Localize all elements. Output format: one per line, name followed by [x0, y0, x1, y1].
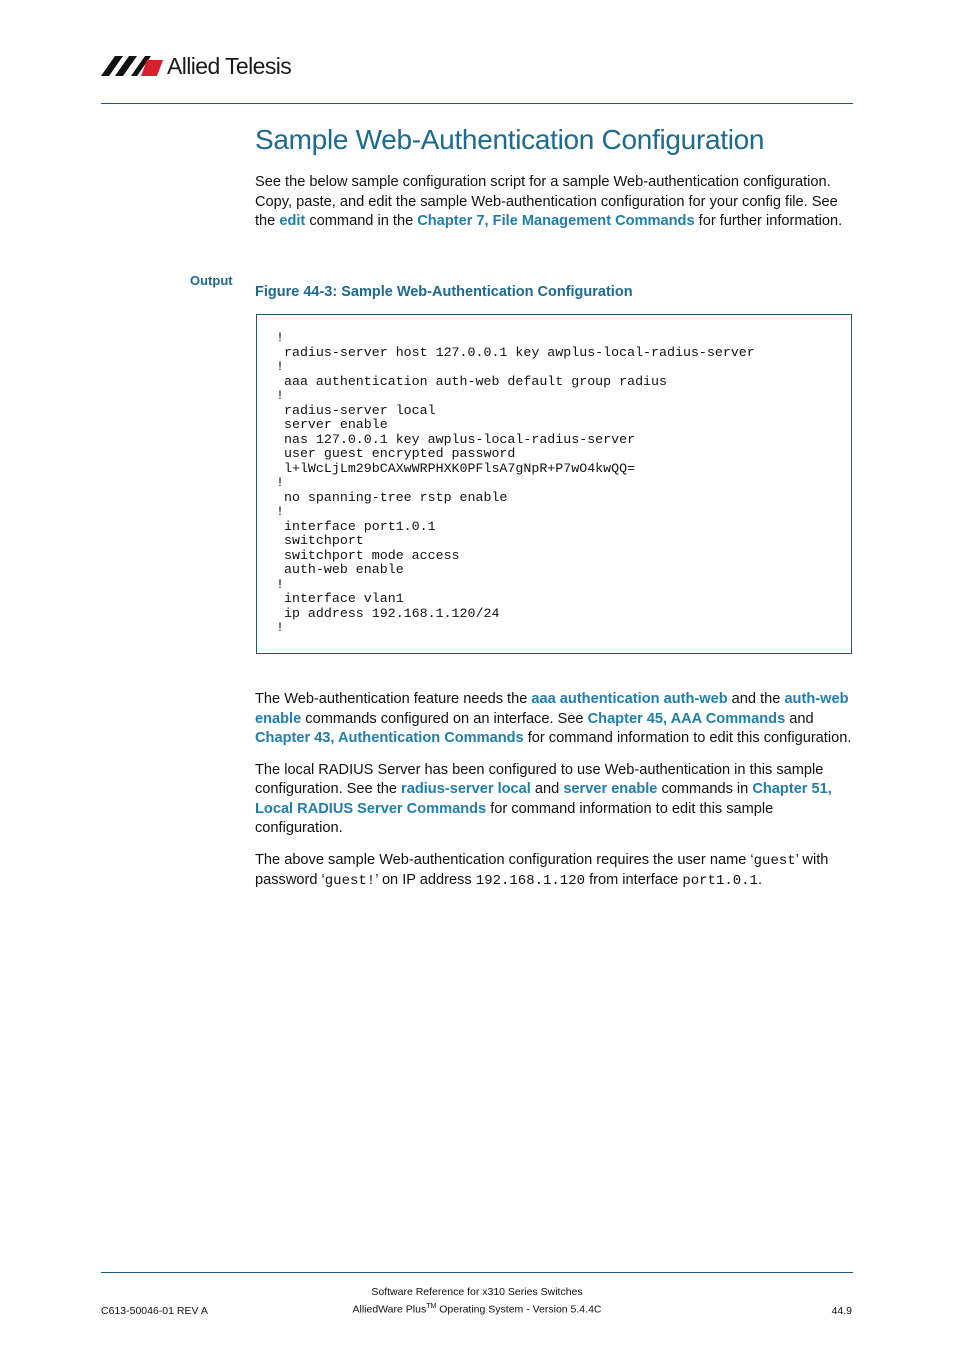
code-line: !	[276, 620, 284, 635]
explanation-section	[255, 690, 855, 904]
auth-web-enable-link[interactable]: auth-web enable	[255, 691, 849, 727]
code-line: !	[276, 475, 284, 490]
radius-server-local-link[interactable]: radius-server local	[401, 781, 531, 797]
edit-link[interactable]: edit	[279, 213, 306, 229]
allied-telesis-logo	[101, 53, 291, 79]
paragraph-radius-server	[255, 761, 855, 839]
footer-os-name: AlliedWare Plus	[352, 1303, 427, 1316]
chapter-43-link[interactable]: Chapter 43, Authentication Commands	[255, 730, 524, 746]
footer-doc-id: C613-50046-01 REV A	[101, 1305, 208, 1317]
p1-text-4: and	[785, 710, 814, 727]
figure-caption: Figure 44-3: Sample Web-Authentication Configuration	[255, 284, 633, 300]
server-enable-link[interactable]: server enable	[563, 781, 658, 797]
intro-text-2: command in the	[305, 213, 418, 229]
code-line: switchport mode access	[283, 547, 460, 563]
code-line: !	[276, 504, 284, 519]
p1-text-5: for command information to edit this configuration.	[523, 730, 852, 746]
code-line: l+lWcLjLm29bCAXwWRPHXK0PFlsA7gNpR+P7wO4kwQQ=	[283, 460, 636, 476]
page-number: 44.9	[831, 1305, 852, 1317]
code-line: user guest encrypted password	[283, 446, 516, 461]
p2-text-2: and	[530, 781, 564, 797]
code-line: aaa authentication auth-web default group radius	[283, 373, 667, 389]
p2-text-1: The local RADIUS Server has been configured to use Web-authentication in this sample configuration. See the	[255, 761, 824, 797]
code-line: ip address 192.168.1.120/24	[283, 605, 500, 621]
intro-text-1: See the below sample configuration script for a sample Web-authentication configuration. Copy, paste, and edit the sample Web-authentication configuration for your config file. See the	[255, 174, 838, 229]
output-side-label: Output	[190, 273, 233, 288]
password-value: guest!	[324, 873, 376, 889]
footer-os-version-text: Operating System - Version 5.4.4C	[436, 1303, 602, 1316]
code-line: no spanning-tree rstp enable	[283, 489, 508, 505]
username-value: guest	[753, 852, 796, 869]
ip-address-value: 192.168.1.120	[475, 873, 586, 889]
code-line: radius-server local	[283, 402, 436, 418]
logo-text: Allied Telesis	[167, 52, 292, 79]
intro-paragraph	[255, 173, 855, 244]
p3-text-4: from interface	[585, 872, 683, 888]
page-title: Sample Web-Authentication Configuration	[255, 124, 765, 155]
chapter-7-link[interactable]: Chapter 7, File Management Commands	[417, 213, 695, 229]
footer-doc-title: Software Reference for x310 Series Switches	[371, 1286, 583, 1298]
p3-text-1: The above sample Web-authentication configuration requires the user name ‘	[255, 851, 754, 868]
p3-text-3: ’ on IP address	[375, 872, 476, 888]
code-line: nas 127.0.0.1 key awplus-local-radius-server	[283, 431, 636, 447]
aaa-authentication-auth-web-link[interactable]: aaa authentication auth-web	[531, 691, 728, 707]
paragraph-auth-web	[255, 690, 855, 749]
logo-mark-icon	[101, 55, 163, 77]
p1-text-3: commands configured on an interface. See	[301, 710, 588, 727]
code-line: radius-server host 127.0.0.1 key awplus-local-radius-server	[283, 344, 755, 360]
code-line: auth-web enable	[283, 562, 404, 577]
code-line: server enable	[283, 417, 388, 432]
code-line: !	[276, 359, 284, 374]
chapter-51-link[interactable]: Chapter 51, Local RADIUS Server Commands	[255, 781, 832, 817]
code-sample-box	[256, 314, 852, 654]
paragraph-credentials	[255, 851, 855, 892]
header-rule	[101, 103, 853, 104]
code-line: switchport	[283, 533, 364, 548]
p2-text-4: for command information to edit this sample configuration.	[255, 800, 774, 836]
intro-text-3: for further information.	[694, 213, 843, 229]
trademark-mark: TM	[426, 1303, 437, 1310]
code-sample	[276, 331, 755, 636]
code-line: interface vlan1	[283, 591, 404, 606]
chapter-45-link[interactable]: Chapter 45, AAA Commands	[587, 710, 786, 727]
code-line: interface port1.0.1	[283, 518, 436, 534]
footer-os-version	[0, 1303, 954, 1316]
p3-text-5: .	[757, 872, 763, 888]
interface-value: port1.0.1	[682, 873, 758, 889]
code-line: !	[276, 330, 284, 345]
p3-text-2: ’ with password ‘	[255, 851, 829, 888]
code-line: !	[276, 388, 284, 403]
code-line: !	[276, 576, 284, 592]
footer-rule	[101, 1272, 853, 1273]
p1-text-2: and the	[727, 691, 785, 707]
p1-text-1: The Web-authentication feature needs the	[255, 691, 532, 707]
p2-text-3: commands in	[657, 781, 753, 797]
